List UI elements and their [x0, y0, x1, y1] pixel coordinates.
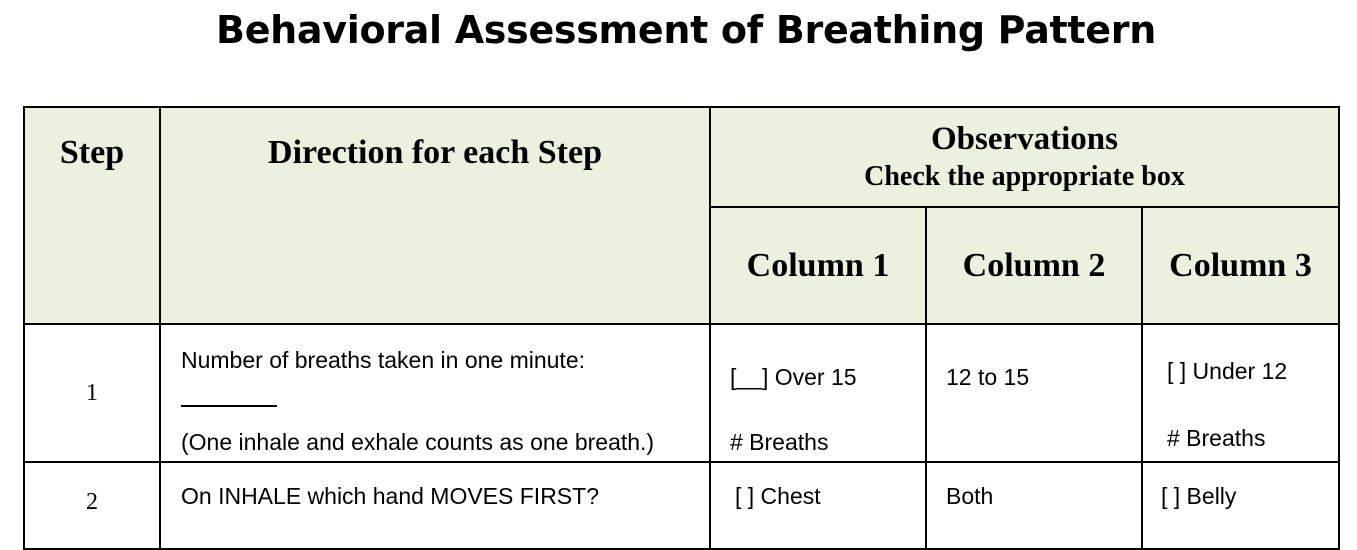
column-3-header: Column 3: [1142, 207, 1339, 324]
direction-cell: [160, 324, 710, 462]
breaths-label: # Breaths: [730, 429, 829, 455]
table-row: [24, 462, 1339, 549]
direction-text: On INHALE which hand MOVES FIRST?: [181, 483, 599, 509]
column-2-cell[interactable]: [926, 462, 1142, 549]
breaths-label: # Breaths: [1167, 425, 1266, 451]
direction-header: [160, 107, 710, 324]
step-header-label: Step: [59, 134, 125, 171]
over-15-option[interactable]: [__] Over 15: [730, 364, 857, 390]
direction-header-label: Direction for each Step: [268, 134, 602, 171]
direction-cell: [160, 462, 710, 549]
column-3-cell[interactable]: [1142, 324, 1339, 462]
observations-subtitle: Check the appropriate box: [864, 161, 1185, 192]
observations-title: Observations: [930, 121, 1118, 157]
breath-count-blank[interactable]: [181, 405, 277, 407]
assessment-table: [23, 106, 1340, 550]
table-row: [24, 324, 1339, 462]
step-number: 2: [24, 462, 160, 549]
12-to-15-option[interactable]: 12 to 15: [946, 364, 1030, 390]
column-1-cell[interactable]: [710, 324, 926, 462]
belly-option[interactable]: [ ] Belly: [1161, 483, 1237, 509]
header-row: [24, 107, 1339, 207]
column-3-cell[interactable]: [1142, 462, 1339, 549]
under-12-option[interactable]: [ ] Under 12: [1167, 358, 1288, 384]
column-1-cell[interactable]: [710, 462, 926, 549]
both-option[interactable]: Both: [946, 483, 994, 509]
step-header: [24, 107, 160, 324]
direction-note: (One inhale and exhale counts as one breath.): [181, 429, 655, 455]
direction-text: Number of breaths taken in one minute:: [181, 347, 586, 373]
column-2-header: Column 2: [926, 207, 1142, 324]
document-title: Behavioral Assessment of Breathing Pattern: [216, 8, 1156, 52]
chest-option[interactable]: [ ] Chest: [735, 483, 821, 509]
step-number: 1: [24, 324, 160, 462]
column-1-header: Column 1: [710, 207, 926, 324]
column-2-cell[interactable]: [926, 324, 1142, 462]
observations-header: [710, 107, 1339, 207]
